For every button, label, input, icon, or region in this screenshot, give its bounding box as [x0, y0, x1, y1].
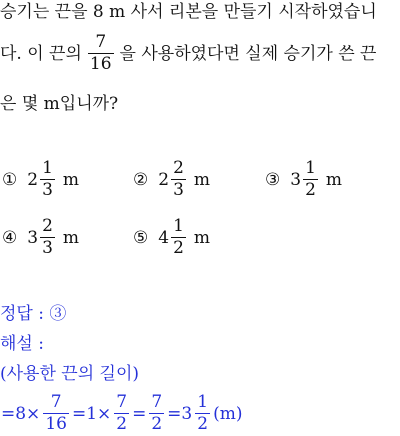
option-4-mark: ④ — [2, 227, 18, 248]
explanation-label: 해설 : — [0, 334, 44, 354]
eq-fraction-1-denominator: 16 — [45, 414, 67, 434]
eq-fraction-3-numerator: 7 — [151, 392, 163, 412]
option-5-unit: m — [193, 227, 211, 248]
option-4-numerator: 2 — [42, 216, 53, 236]
eq-fraction-2 — [114, 394, 129, 433]
option-3-whole: 3 — [290, 169, 302, 190]
question-fraction-numerator: 7 — [95, 32, 107, 52]
option-2-unit: m — [193, 169, 211, 190]
option-4-unit: m — [62, 227, 80, 248]
option-1[interactable] — [2, 160, 79, 199]
eq-fraction-4-numerator: 1 — [197, 392, 209, 412]
option-5-mark: ⑤ — [133, 227, 149, 248]
explanation-note: (사용한 끈의 길이) — [0, 364, 140, 384]
option-2-denominator: 3 — [173, 180, 184, 200]
question-line-1: 승기는 끈을 8 m 사서 리본을 만들기 시작하였습니 — [0, 2, 377, 22]
option-5-denominator: 2 — [173, 238, 184, 258]
eq-fraction-1 — [43, 394, 69, 433]
option-1-mark: ① — [2, 169, 18, 190]
eq-fraction-2-denominator: 2 — [116, 414, 128, 434]
option-3-numerator: 1 — [305, 158, 316, 178]
option-4-denominator: 3 — [42, 238, 53, 258]
option-1-numerator: 1 — [42, 158, 53, 178]
option-3-denominator: 2 — [305, 180, 316, 200]
option-1-whole: 2 — [27, 169, 39, 190]
option-5-whole: 4 — [158, 227, 170, 248]
option-3-unit: m — [325, 169, 343, 190]
option-4[interactable] — [2, 218, 79, 257]
question-fraction — [88, 34, 114, 73]
option-4-fraction — [40, 218, 55, 257]
explanation-equation — [0, 394, 243, 433]
eq-fraction-4-denominator: 2 — [197, 414, 209, 434]
option-5[interactable] — [133, 218, 210, 257]
eq-part-1: =8× — [1, 403, 41, 424]
option-1-fraction — [40, 160, 55, 199]
eq-unit: (m) — [213, 403, 243, 424]
option-2[interactable] — [133, 160, 210, 199]
option-3[interactable] — [265, 160, 342, 199]
option-2-fraction — [171, 160, 186, 199]
option-3-mark: ③ — [265, 169, 281, 190]
option-2-numerator: 2 — [173, 158, 184, 178]
eq-fraction-3-denominator: 2 — [151, 414, 163, 434]
eq-part-4: =3 — [167, 403, 193, 424]
question-line-2-start: 다. 이 끈의 — [0, 43, 82, 64]
question-fraction-denominator: 16 — [89, 54, 112, 74]
eq-part-2: =1× — [71, 403, 112, 424]
option-1-denominator: 3 — [42, 180, 53, 200]
option-5-numerator: 1 — [173, 216, 184, 236]
eq-part-3: = — [132, 403, 147, 424]
eq-fraction-2-numerator: 7 — [116, 392, 128, 412]
option-2-mark: ② — [133, 169, 149, 190]
question-line-2 — [0, 34, 376, 73]
eq-fraction-1-numerator: 7 — [50, 392, 62, 412]
question-line-3: 은 몇 m입니까? — [0, 94, 119, 114]
option-5-fraction — [171, 218, 186, 257]
answer-label: 정답 : ③ — [0, 304, 67, 324]
option-3-fraction — [303, 160, 318, 199]
question-line-2-end: 을 사용하였다면 실제 승기가 쓴 끈 — [119, 43, 377, 64]
option-4-whole: 3 — [27, 227, 39, 248]
eq-fraction-3 — [149, 394, 164, 433]
option-2-whole: 2 — [158, 169, 170, 190]
option-1-unit: m — [62, 169, 80, 190]
eq-fraction-4 — [195, 394, 210, 433]
